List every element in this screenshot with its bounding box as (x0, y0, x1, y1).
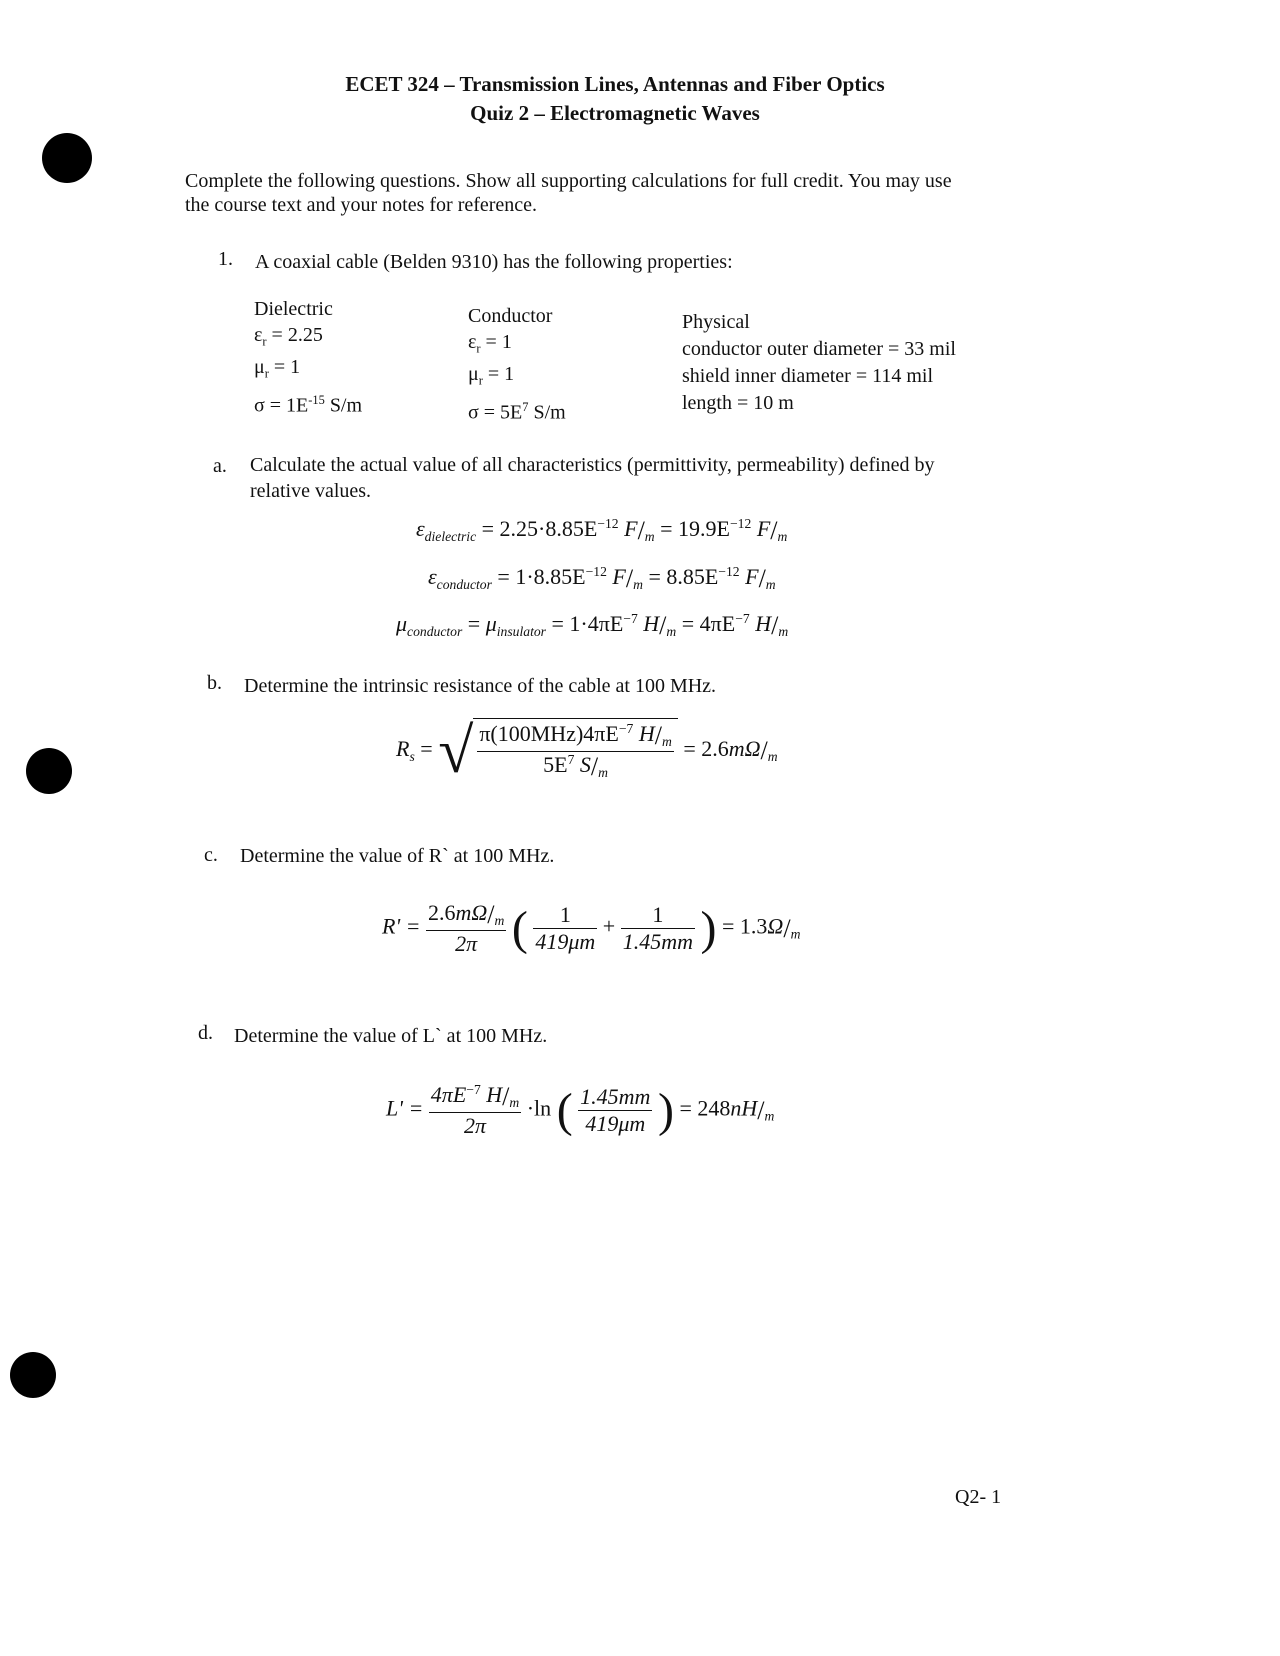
intro-line-1: Complete the following questions. Show all supporting calculations for full credit. You may use (185, 170, 952, 192)
physical-conductor-diameter: conductor outer diameter = 33 mil (682, 338, 956, 360)
equation-epsilon-dielectric: $\varepsilon_{dielectric} = 2.25\cdot 8.85E^{-12}$ $F/_m = 19.9E^{-12}$ $F/_m$ (416, 516, 788, 546)
part-d-label: d. (198, 1022, 213, 1044)
equation-epsilon-conductor: $\varepsilon_{conductor} = 1\cdot 8.85E^{-12}$ $F/_m = 8.85E^{-12}$ $F/_m$ (428, 564, 776, 594)
part-a-label: a. (213, 455, 227, 477)
conductor-mr: $\mu_r = 1$ (468, 363, 515, 388)
equation-mu-conductor: $\mu_{conductor} = \mu_{insulator} = 1\cdot 4\pi E^{-7}$ $H/_m = 4\pi E^{-7}$ $H/_m$ (396, 611, 789, 641)
punch-hole-top (42, 133, 92, 183)
l-prime-coefficient: $\frac{4\pi E^{-7} H/_m}{2\pi}$ (430, 1082, 520, 1139)
punch-hole-bottom (10, 1352, 56, 1398)
part-c-text: Determine the value of R` at 100 MHz. (240, 845, 555, 867)
dielectric-er: $\varepsilon_r = 2.25$ (254, 324, 323, 349)
physical-heading: Physical (682, 311, 750, 333)
intro-line-2: the course text and your notes for reference. (185, 194, 538, 216)
part-b-text: Determine the intrinsic resistance of the cable at 100 MHz. (244, 675, 717, 697)
title-line-2: Quiz 2 – Electromagnetic Waves (470, 101, 760, 125)
equation-rs: $R_s$ = √ $\frac{\pi(100MHz)4\pi E^{-7} H/_m}{5E^7 S/_m}$ = $2.6m\Omega/_m$ (396, 715, 778, 787)
dielectric-column (254, 296, 362, 418)
rs-fraction: $\frac{\pi(100MHz)4\pi E^{-7} H/_m}{5E^7 S/_m}$ (479, 721, 672, 782)
sqrt-symbol: √ (438, 715, 474, 787)
conductor-column (468, 303, 566, 425)
page-number: Q2- 1 (955, 1486, 1002, 1508)
dielectric-heading: Dielectric (254, 298, 333, 320)
r-prime-term-2: $\frac{1}{1.45mm}$ (622, 902, 693, 954)
question-1-text: A coaxial cable (Belden 9310) has the following properties: (255, 251, 733, 273)
part-a-text-1: Calculate the actual value of all characteristics (permittivity, permeability) defined by (250, 454, 935, 476)
equation-l-prime: L' = $\frac{4\pi E^{-7} H/_m}{2\pi}$ ·ln ( $\frac{1.45mm}{419\mu m}$ ) = $248nH/_m$ (386, 1082, 775, 1139)
l-prime-ln-ratio: $\frac{1.45mm}{419\mu m}$ (580, 1084, 651, 1137)
conductor-er: $\varepsilon_r = 1$ (468, 331, 512, 356)
r-prime-term-1: $\frac{1}{419\mu m}$ (535, 902, 596, 954)
sqrt-content (473, 718, 678, 784)
equation-r-prime: R' = $\frac{2.6m\Omega/_m}{2\pi}$ ( $\frac{1}{419\mu m}$ + $\frac{1}{1.45mm}$ ) = $1.3\Omega/_m$ (382, 900, 801, 956)
physical-column (682, 309, 956, 417)
dielectric-mr: $\mu_r = 1$ (254, 356, 301, 381)
dielectric-sigma: $\sigma = 1E^{-15}$ S/m (254, 392, 363, 417)
physical-shield-diameter: shield inner diameter = 114 mil (682, 365, 934, 387)
part-b-label: b. (207, 672, 222, 694)
conductor-heading: Conductor (468, 305, 553, 327)
physical-length: length = 10 m (682, 392, 794, 414)
part-d-text: Determine the value of L` at 100 MHz. (234, 1025, 548, 1047)
r-prime-coefficient: $\frac{2.6m\Omega/_m}{2\pi}$ (428, 900, 505, 956)
question-1-number: 1. (218, 248, 233, 270)
part-a-text-2: relative values. (250, 480, 372, 502)
conductor-sigma: $\sigma = 5E^7$ S/m (468, 399, 566, 424)
punch-hole-middle (26, 748, 72, 794)
title-line-1: ECET 324 – Transmission Lines, Antennas and Fiber Optics (345, 72, 885, 96)
part-c-label: c. (204, 844, 218, 866)
